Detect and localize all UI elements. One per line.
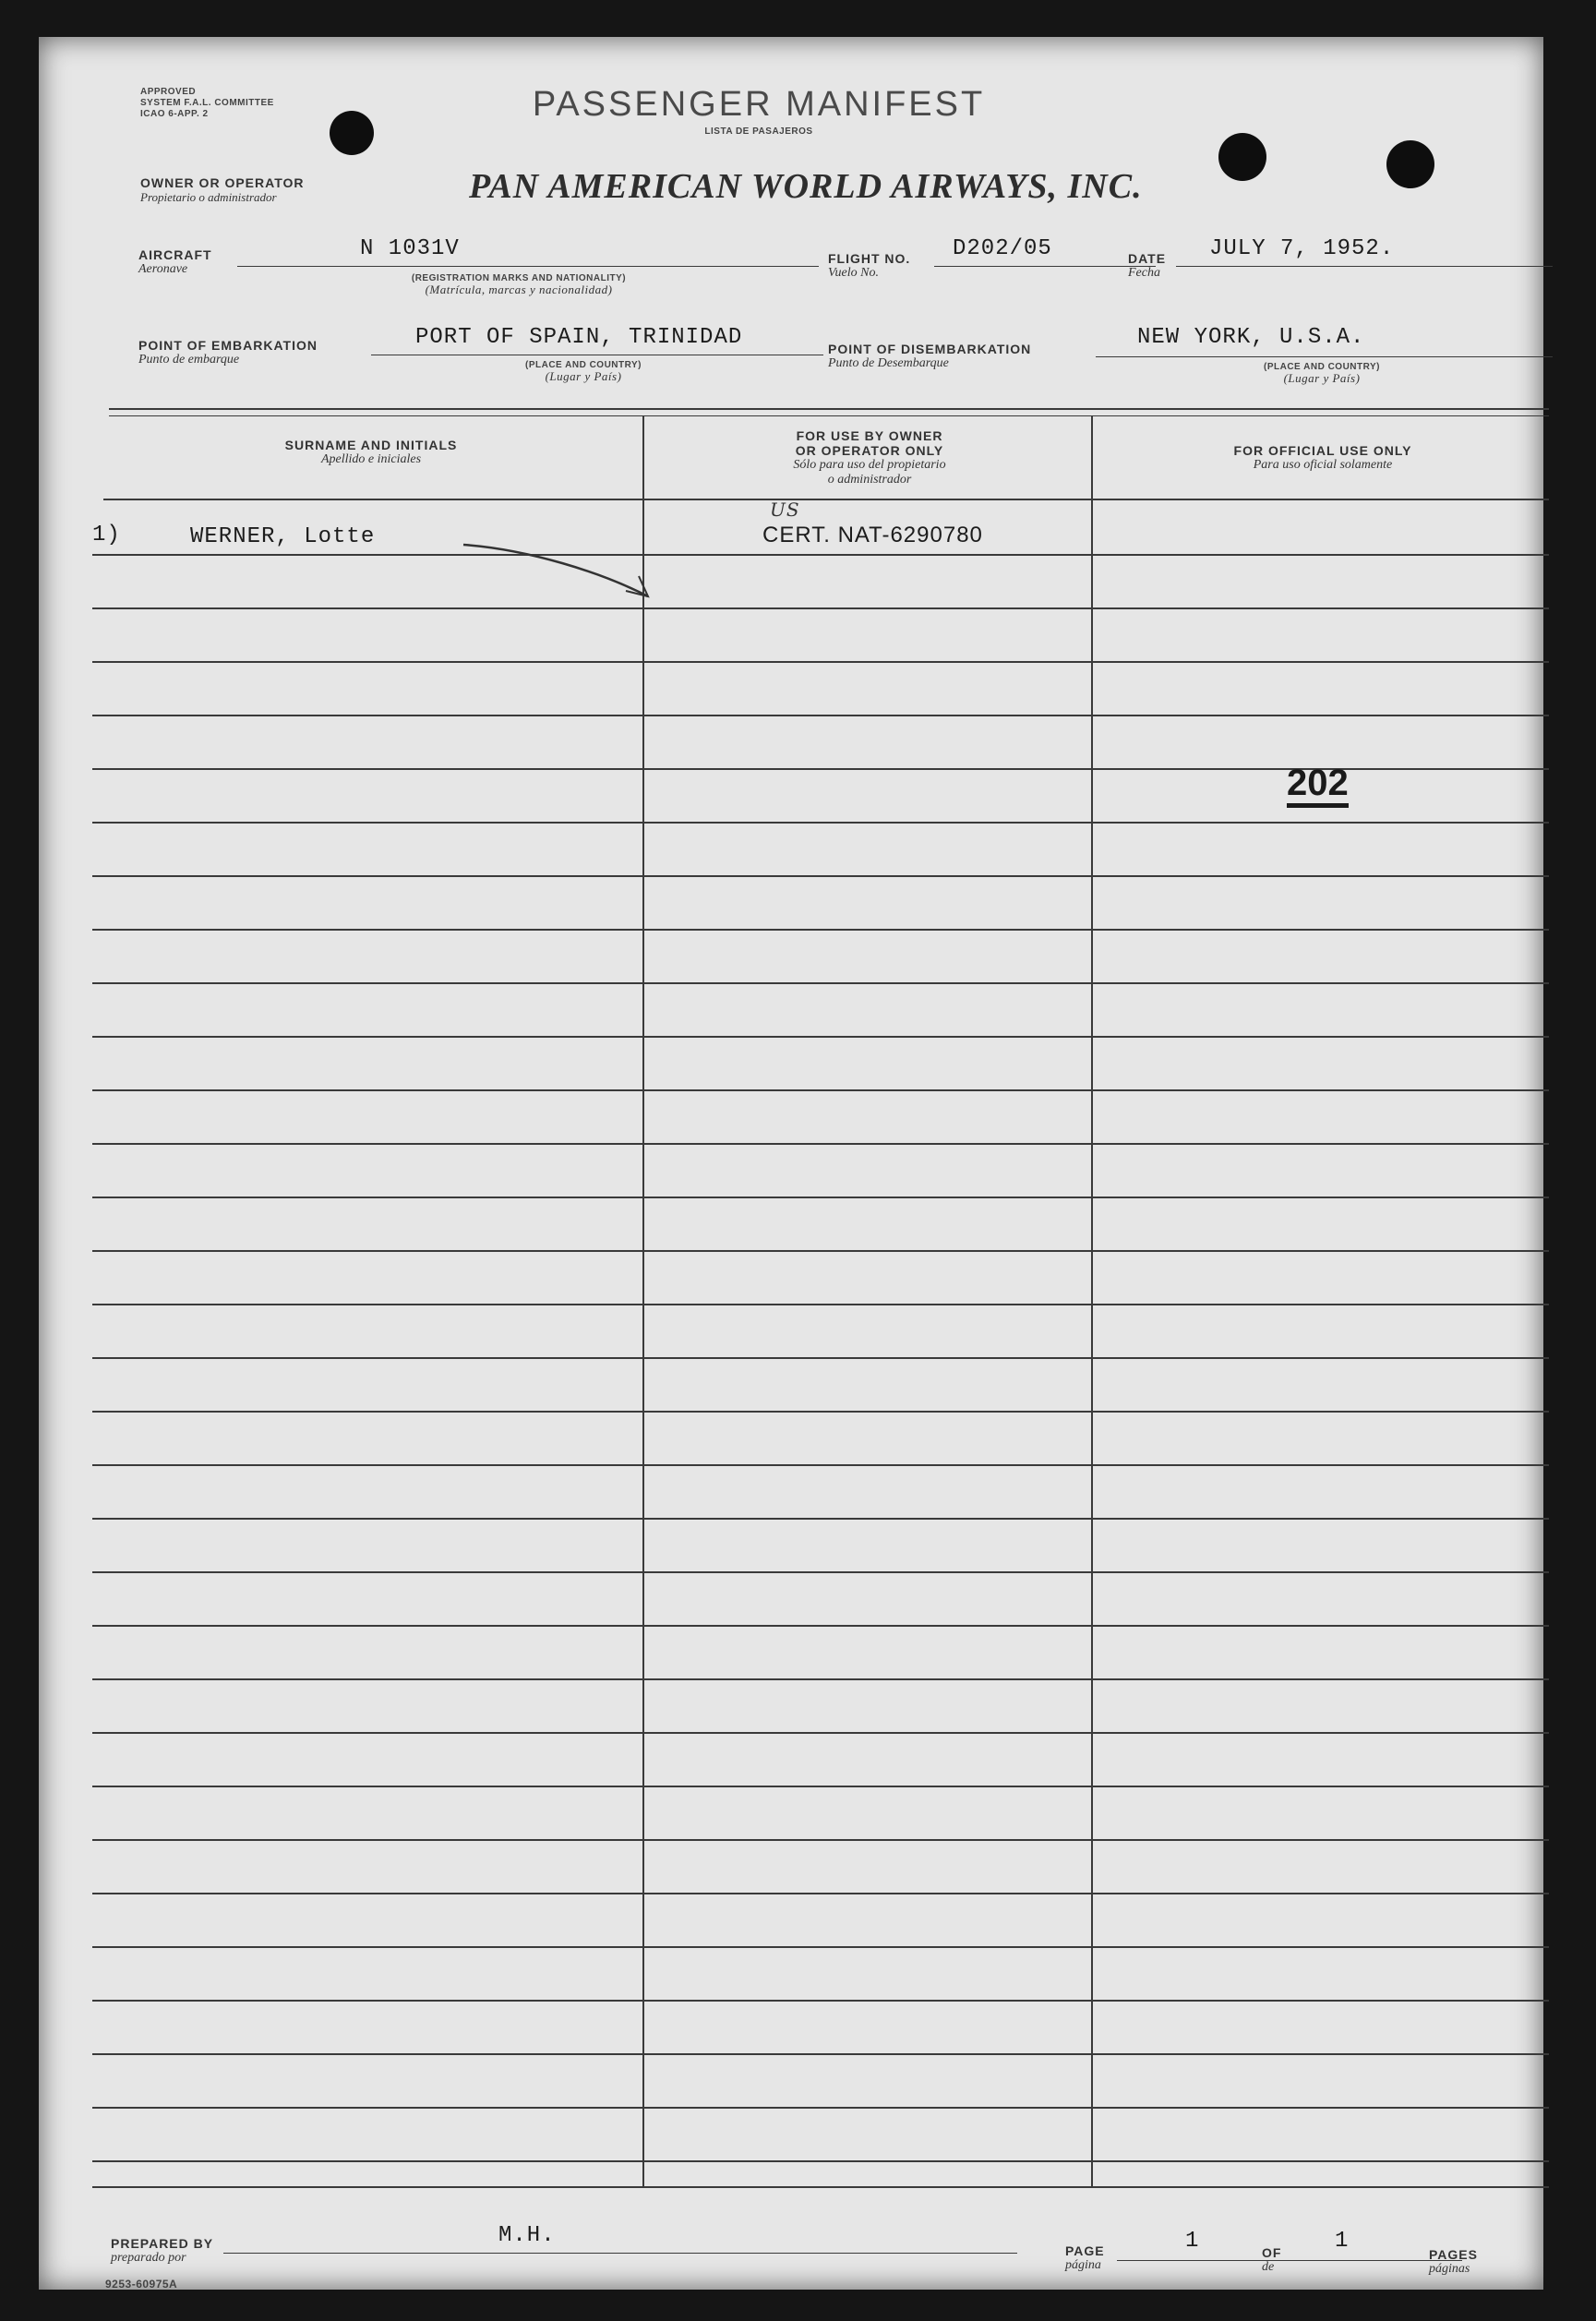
table-rule-line [92, 2053, 1549, 2055]
owner-label-es: Propietario o administrador [140, 190, 277, 204]
of-label: OF [1262, 2245, 1282, 2260]
airline-name: PAN AMERICAN WORLD AIRWAYS, INC. [469, 167, 1143, 206]
approval-line: SYSTEM F.A.L. COMMITTEE [140, 98, 274, 108]
column-divider-2 [1091, 415, 1093, 2188]
aircraft-label-block [138, 247, 212, 277]
owner-note: CERT. NAT-6290780 [762, 523, 983, 547]
table-rule-line [92, 661, 1549, 663]
table-rule-line [92, 1786, 1549, 1787]
table-rule-line [92, 822, 1549, 824]
table-rule-line [92, 1143, 1549, 1145]
page-label-block [1065, 2243, 1105, 2273]
prepared-label: PREPARED BY [111, 2236, 214, 2251]
table-rule-line [92, 2160, 1549, 2162]
table-rule-line [92, 1678, 1549, 1680]
punch-hole [1386, 140, 1434, 188]
registration-note-en: (REGISTRATION MARKS AND NATIONALITY) [411, 273, 627, 283]
flight-label: FLIGHT NO. [828, 251, 911, 266]
column-divider-1 [642, 415, 644, 2188]
disembarkation-value: NEW YORK, U.S.A. [1137, 325, 1365, 350]
table-rule-line [92, 1411, 1549, 1413]
column-header-owner-en-2: OR OPERATOR ONLY [795, 443, 944, 458]
date-value: JULY 7, 1952. [1209, 236, 1395, 261]
aircraft-value: N 1031V [360, 236, 460, 261]
page-subtitle: LISTA DE PASAJEROS [704, 126, 813, 137]
table-header-rule [103, 499, 1549, 500]
check-mark-stroke [426, 499, 666, 609]
embarkation-value: PORT OF SPAIN, TRINIDAD [415, 325, 743, 350]
passenger-name: WERNER, Lotte [190, 524, 376, 549]
place-note2-es: (Lugar y País) [1283, 371, 1361, 385]
aircraft-label: AIRCRAFT [138, 247, 212, 262]
table-rule-line [92, 1464, 1549, 1466]
table-rule-line [92, 607, 1549, 609]
punch-hole [1218, 133, 1266, 181]
stamp-number: 202 [1287, 763, 1349, 808]
place-note2-en: (PLACE AND COUNTRY) [1264, 362, 1380, 372]
registration-note [362, 273, 676, 295]
approval-block [140, 87, 274, 120]
prepared-value: M.H. [498, 2223, 556, 2248]
table-rule-line [92, 1893, 1549, 1894]
table-rule-line [92, 929, 1549, 931]
page-title: PASSENGER MANIFEST [532, 85, 986, 124]
column-header-official [1097, 443, 1549, 473]
column-header-owner-en-1: FOR USE BY OWNER [796, 428, 943, 443]
table-rule-line [92, 2000, 1549, 2002]
table-rule-line [92, 1197, 1549, 1198]
title-block [500, 85, 1017, 138]
prepared-underline [223, 2253, 1017, 2254]
disembarkation-label: POINT OF DISEMBARKATION [828, 342, 1032, 356]
table-rule-line [92, 1250, 1549, 1252]
embarkation-label-block [138, 338, 318, 367]
owner-label: OWNER OR OPERATOR [140, 175, 305, 190]
place-note-en: (PLACE AND COUNTRY) [525, 360, 642, 370]
disembarkation-label-block [828, 342, 1031, 371]
date-label: DATE [1128, 251, 1167, 266]
table-rule-line [92, 1625, 1549, 1627]
column-header-surname [103, 438, 639, 467]
of-label-block [1262, 2245, 1281, 2275]
table-bottom-rule [92, 2186, 1549, 2188]
prepared-label-block [111, 2236, 213, 2266]
table-rule-line [92, 1304, 1549, 1305]
handwritten-annotation: US [770, 499, 800, 521]
column-header-surname-en: SURNAME AND INITIALS [284, 438, 458, 452]
aircraft-label-es: Aeronave [138, 262, 188, 276]
column-header-owner-es-1: Sólo para uso del propietario [793, 458, 946, 472]
disembarkation-underline [1096, 356, 1553, 357]
table-top-rule-2 [109, 415, 1549, 416]
column-header-official-en: FOR OFFICIAL USE ONLY [1233, 443, 1412, 458]
table-rule-line [92, 1839, 1549, 1841]
column-header-owner [648, 428, 1091, 487]
pages-label: PAGES [1429, 2247, 1478, 2262]
owner-label-block [140, 175, 305, 205]
column-header-official-es: Para uso oficial solamente [1253, 458, 1393, 472]
pages-label-es: páginas [1429, 2262, 1470, 2276]
manifest-sheet [39, 37, 1543, 2290]
table-row [92, 499, 1532, 559]
place-note-es: (Lugar y País) [545, 369, 622, 383]
table-rule-line [92, 1036, 1549, 1038]
approval-line: APPROVED [140, 87, 197, 97]
page-label: PAGE [1065, 2243, 1105, 2258]
prepared-label-es: preparado por [111, 2251, 186, 2265]
page-label-es: página [1065, 2258, 1101, 2272]
flight-underline [934, 266, 1156, 267]
flight-value: D202/05 [953, 236, 1052, 261]
of-value: 1 [1335, 2229, 1350, 2254]
date-label-block [1128, 251, 1166, 281]
disembarkation-label-es: Punto de Desembarque [828, 356, 949, 370]
embarkation-label-es: Punto de embarque [138, 353, 240, 367]
table-rule-line [92, 1732, 1549, 1734]
registration-note-es: (Matrícula, marcas y nacionalidad) [425, 283, 613, 296]
column-header-owner-es-2: o administrador [827, 473, 912, 487]
of-label-es: de [1262, 2260, 1275, 2274]
flight-label-block [828, 251, 910, 281]
table-rule-line [92, 982, 1549, 984]
embarkation-place-note [463, 360, 703, 382]
date-underline [1176, 266, 1553, 267]
table-rule-line [92, 1946, 1549, 1948]
table-rule-line [92, 2107, 1549, 2109]
table-rule-line [92, 1089, 1549, 1091]
disembarkation-place-note [1202, 362, 1442, 384]
page-value: 1 [1185, 2229, 1200, 2254]
flight-label-es: Vuelo No. [828, 266, 879, 280]
table-top-rule [109, 408, 1549, 410]
embarkation-label: POINT OF EMBARKATION [138, 338, 318, 353]
date-label-es: Fecha [1128, 266, 1160, 280]
row-number: 1) [92, 523, 121, 547]
pages-label-block [1429, 2247, 1478, 2277]
table-rule-line [92, 1357, 1549, 1359]
table-rule-line [92, 875, 1549, 877]
form-number: 9253-60975A [105, 2278, 178, 2291]
aircraft-underline [237, 266, 819, 267]
table-rule-line [92, 1571, 1549, 1573]
approval-line: ICAO 6-APP. 2 [140, 109, 209, 119]
table-rule-line [92, 715, 1549, 716]
table-rule-line [92, 1518, 1549, 1520]
punch-hole [330, 111, 374, 155]
column-header-surname-es: Apellido e iniciales [320, 452, 422, 466]
